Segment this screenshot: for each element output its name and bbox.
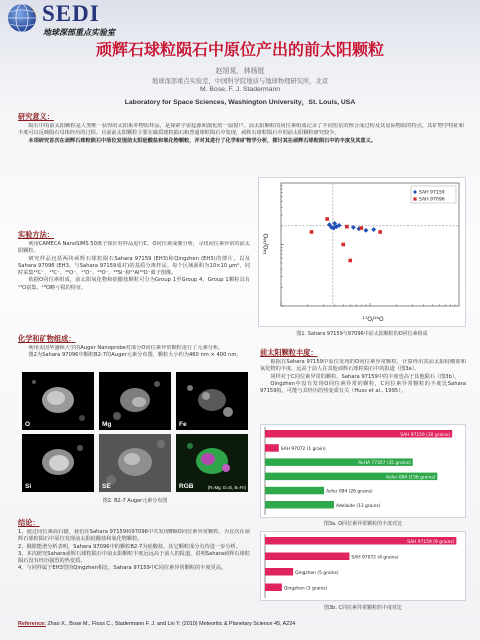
figure-3b-bar-chart xyxy=(260,531,466,601)
bar-label: Adelaide (13 grains) xyxy=(335,503,381,509)
bar-label: Acfer 094 (26 grains) xyxy=(326,489,373,495)
section-heading-chemistry: 化学和矿物组成： xyxy=(18,334,76,343)
conclusion-item: 4、与同样属于EH3型的Qingzhen相比，Sahara 97159中C同位素异常颗粒的丰度更高。 xyxy=(18,565,227,572)
panel-label: RGB xyxy=(179,483,194,490)
figure-2-caption: 图2. B2-7 Auger元素分布图 xyxy=(102,498,168,504)
panel-label: Mg xyxy=(102,421,112,428)
data-point-square xyxy=(360,226,364,230)
reference-text: Zhao X., Bose M., Floss C., Stadermann F. J. and Lin Y. (2010) Meteoritic & Planetary Science 45, A224 xyxy=(47,621,296,627)
bar xyxy=(265,584,282,592)
x-axis-label: ¹⁷O/¹⁶O xyxy=(362,316,384,323)
bar-chart-carbon xyxy=(261,532,465,600)
logo-lab-name: 地球深部重点实验室 xyxy=(43,27,115,37)
methods-paragraph-2: 研究样品包括两块顽辉石球粒陨石Sahara 97159 (EH3)和Qingzhen (EH3)的薄片，以及Sahara 97096 (EH3，与Sahara 97159成对)的基质分离样品。每个区域面积为10×10 μm²，同时采集¹²C⁻、¹³C⁻、¹⁶O⁻、¹⁷O⁻、¹⁸O⁻、²⁸Si⁻和²⁷Al¹⁶O⁻离子图像。 xyxy=(18,255,250,277)
authors-english: M. Bose, F. J. Stadermann xyxy=(199,86,281,93)
section-heading-abundance: 前太阳颗粒丰度： xyxy=(260,348,318,357)
significance-highlight: 本项研究首次在顽辉石球粒陨石中原位发现前太阳硅酸盐和氧化物颗粒，并对其进行了化学和矿物学分析，探讨其在顽辉石球粒陨石中的丰度及其意义。 xyxy=(28,137,376,144)
legend-entry: SAH 97096 xyxy=(419,197,445,203)
y-axis-label: ¹⁸O/¹⁶O xyxy=(263,233,270,255)
figure-3a-caption: 图3a. O同位素异常颗粒的丰度对比 xyxy=(323,521,403,527)
bar xyxy=(265,487,324,495)
section-heading-methods: 实验方法： xyxy=(18,230,54,239)
lab-logo xyxy=(6,2,166,42)
bar-label: ALHA 77307 (35 grains) xyxy=(358,461,411,467)
figure-3a-bar-chart xyxy=(260,424,466,518)
abundance-paragraph-2: 同样对于C同位素异常的颗粒，Sahara 97159中的丰度也高于其他陨石（图3b）。 xyxy=(270,373,460,380)
bar xyxy=(265,553,349,561)
logo-abbreviation: SEDI xyxy=(42,1,100,26)
legend-marker xyxy=(413,197,416,200)
data-point-square xyxy=(310,230,314,234)
bar xyxy=(265,568,293,576)
bar-label: Qingzhen (5 grains) xyxy=(295,570,339,576)
data-point-square xyxy=(348,259,352,263)
reference xyxy=(18,621,464,627)
reference-label: Reference: xyxy=(18,621,46,627)
conclusion-item: 2、俄歇能谱分析表明，Sahara 97096中的颗粒B2-7为硅酸盐，其它颗粒成分有待进一步分析。 xyxy=(18,543,241,550)
globe-emblem-icon xyxy=(6,2,40,34)
significance-text xyxy=(18,123,464,163)
auger-map-panel xyxy=(99,372,171,430)
bar-label: Qingzhen (3 grains) xyxy=(283,586,328,592)
methods-text xyxy=(18,241,250,331)
bar-label: SAH 97072 (4 grains) xyxy=(351,555,399,561)
section-heading-conclusions: 结论： xyxy=(18,518,40,527)
methods-paragraph-1: 利用CAMECA NanoSIMS 50离子探针对样品进行C、O同位素成像分析，寻找同位素异常的前太阳颗粒。 xyxy=(18,241,250,255)
figure-2-auger-maps xyxy=(22,372,248,492)
poster-title: 顽辉石球粒陨石中原位产出的前太阳颗粒 xyxy=(95,40,384,59)
chemistry-paragraph-1: 利用美国华盛顿大学的Auger Nanoprobe对部分O同位素异常颗粒进行了元素分析。 xyxy=(28,345,224,351)
data-point-square xyxy=(345,225,349,229)
methods-paragraph-3: 依据O同位素组成，前太阳氧化物和硅酸盐颗粒可分为Group 1至Group 4，Group 1颗粒具有¹⁷O富集、¹⁸O略亏损的特征。 xyxy=(18,277,250,291)
legend-entry: SAH 97159 xyxy=(419,190,445,196)
auger-map-panel xyxy=(176,372,248,430)
significance-paragraph: 陨石中的前太阳颗粒是人类唯一获得的太阳系外物质样品，是探索宇宙起源和演化的一扇窗户。前太阳颗粒的同位素组成记录了不同恒星的核合成过程及其星际物质的特点，其矿物学特征和丰度可以反映陨石母体经历的过程。目前前太阳颗粒主要在碳质球粒陨石和普通球粒陨石中发现，顽辉石球粒陨石中的前太阳颗粒研究较少。 xyxy=(18,123,464,137)
bar-label: SAH 97072 (1 grain) xyxy=(280,447,326,452)
bar-label: Acfer 094 (156 grains) xyxy=(386,475,436,481)
bar xyxy=(265,444,279,452)
figure-1-caption: 图1. Sahara 97159与97096中前太阳颗粒的O同位素组成 xyxy=(296,331,428,337)
panel-label: SE xyxy=(102,483,111,490)
chemistry-paragraph-2: 图2为Sahara 97096中颗粒B2-7的Auger元素分布图，颗粒大小约为460 nm × 400 nm。 xyxy=(28,352,242,359)
section-heading-significance: 研究意义： xyxy=(18,112,54,121)
authors-chinese: 赵旭晁，林杨挺 xyxy=(215,67,265,75)
abundance-paragraph-1: 根据在Sahara 97159中原位发现的O同位素异常颗粒，计算得出其前太阳硅酸盐和氧化物的丰度，远高于前人在其他顽辉石球粒陨石中的报道（图3a）。 xyxy=(260,359,466,373)
affiliation-chinese: 地球深部重点实验室，中国科学院地质与地球物理研究所，北京 xyxy=(151,78,329,85)
figure-1-oxygen-isotope-plot xyxy=(258,177,466,327)
auger-map-panel xyxy=(99,434,171,492)
panel-label: Fe xyxy=(179,421,187,428)
data-point-square xyxy=(341,243,345,247)
abundance-text xyxy=(260,359,466,421)
bar-label: SAH 97159 (30 grains) xyxy=(400,432,451,438)
auger-map-panel xyxy=(176,434,248,492)
conclusion-item: 3、本次研究Sahara顽辉石球粒陨石中前太阳颗粒丰度远远高于前人的报道，说明Sahara顽辉石球粒陨石没有经历强烈的热变质。 xyxy=(18,550,250,565)
data-point-square xyxy=(325,217,329,221)
conclusion-item: 1、通过同位素面扫描，我们在Sahara 97159和97096中共发现8颗O同位素异常颗粒，为首次在顽辉石球粒陨石中原位发现前太阳硅酸盐和氧化物颗粒。 xyxy=(18,529,250,543)
scatter-plot xyxy=(259,178,465,326)
legend xyxy=(411,186,456,203)
rgb-channel-note: (R=Mg, G=Si, B=Fe) xyxy=(207,485,246,490)
conclusions-list xyxy=(18,529,250,597)
panel-label: Si xyxy=(25,483,32,490)
data-point-square xyxy=(378,230,382,234)
auger-map-panel xyxy=(22,434,94,492)
figure-3b-caption: 图3b. C同位素异常颗粒的丰度对比 xyxy=(323,605,403,611)
bar-chart-oxygen xyxy=(261,425,465,517)
abundance-paragraph-3: Qingzhen中没有发现O同位素异常的颗粒，C同位素异常颗粒的丰度比Sahara 97159低，可能与其经历的热变质有关（Huss et al., 1995）。 xyxy=(260,380,466,395)
bar-label: SAH 97159 (9 grains) xyxy=(407,539,455,545)
chemistry-text xyxy=(18,345,250,370)
panel-label: O xyxy=(25,421,31,428)
affiliation-english: Laboratory for Space Sciences, Washington University，St. Louis, USA xyxy=(124,99,356,106)
bar xyxy=(265,501,334,509)
auger-map-panel xyxy=(22,372,94,430)
